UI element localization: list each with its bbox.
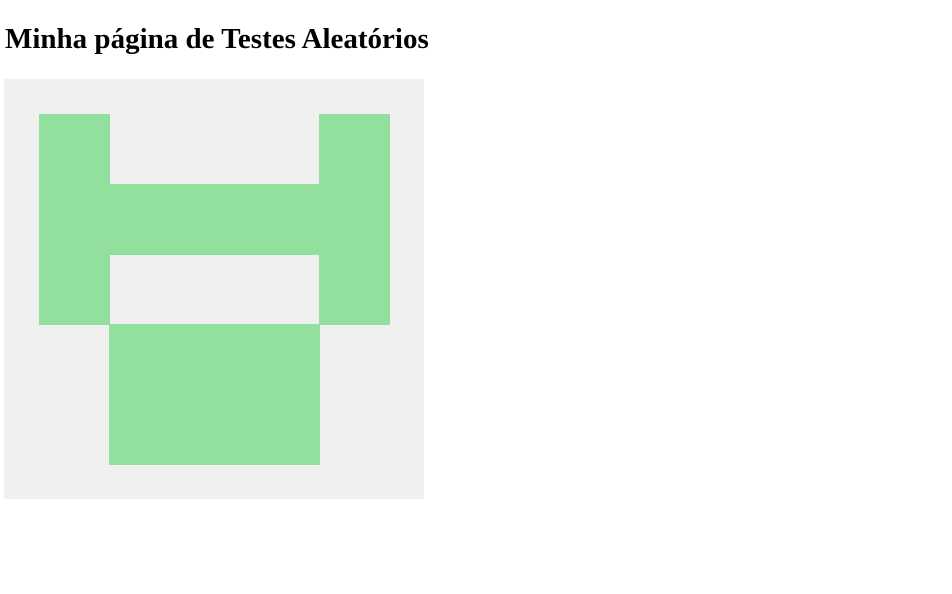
- identicon-cell: [109, 394, 180, 465]
- identicon-cell: [179, 324, 250, 395]
- identicon-cell: [109, 184, 180, 255]
- identicon-cell: [179, 394, 250, 465]
- identicon-cell: [249, 324, 320, 395]
- identicon-cell: [39, 254, 110, 325]
- identicon-cell: [39, 114, 110, 185]
- identicon-cell: [319, 184, 390, 255]
- page-title: Minha página de Testes Aleatórios: [5, 23, 429, 55]
- identicon-canvas: [4, 79, 424, 499]
- identicon-cell: [109, 324, 180, 395]
- identicon-cell: [319, 114, 390, 185]
- identicon-cell: [249, 394, 320, 465]
- identicon-cell: [179, 184, 250, 255]
- identicon-cell: [249, 184, 320, 255]
- identicon-cell: [39, 184, 110, 255]
- identicon-cell: [319, 254, 390, 325]
